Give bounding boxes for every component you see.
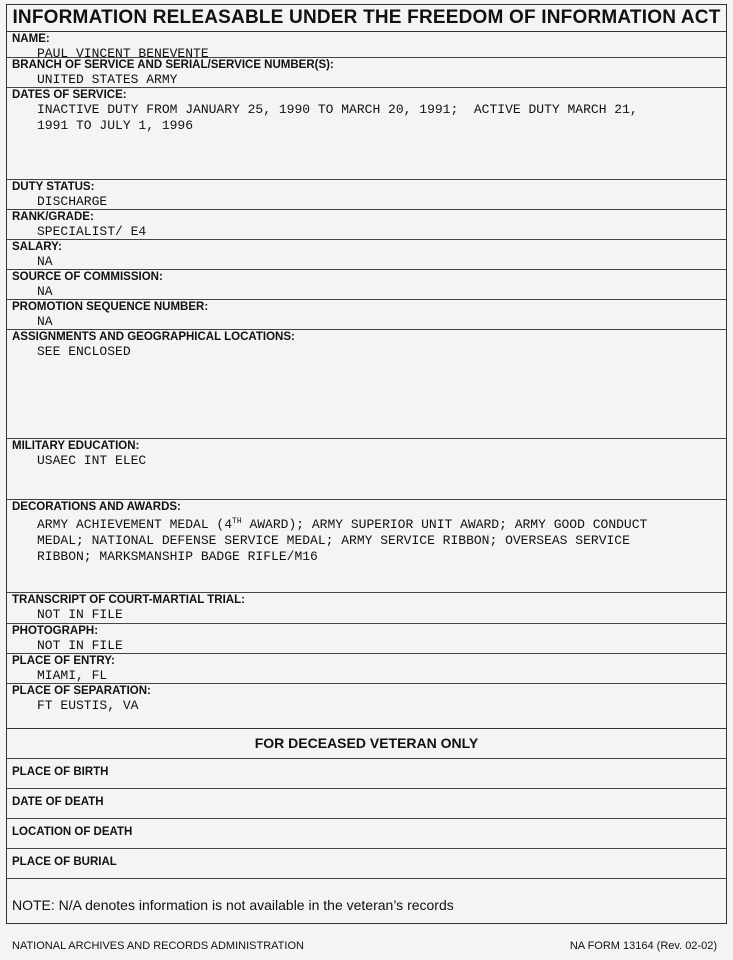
field-label: DUTY STATUS: xyxy=(12,181,95,193)
field-label: SOURCE OF COMMISSION: xyxy=(12,271,163,283)
field-decorations-awards xyxy=(7,500,726,593)
decorations-line1-b: AWARD); ARMY SUPERIOR UNIT AWARD; ARMY GOOD CONDUCT xyxy=(241,517,648,532)
decorations-line1-a: ARMY ACHIEVEMENT MEDAL (4 xyxy=(37,517,233,532)
field-value: DISCHARGE xyxy=(37,194,108,209)
field-value: SPECIALIST/ E4 xyxy=(37,224,147,239)
field-assignments xyxy=(7,330,726,439)
field-label: DATES OF SERVICE: xyxy=(12,89,127,101)
field-name xyxy=(7,32,726,58)
field-place-of-burial: PLACE OF BURIAL xyxy=(7,849,726,879)
field-value: NA xyxy=(37,254,53,269)
field-label: RANK/GRADE: xyxy=(12,211,94,223)
footer-form-number: NA FORM 13164 (Rev. 02-02) xyxy=(569,940,717,952)
form-note: NOTE: N/A denotes information is not available in the veteran’s records xyxy=(12,897,454,913)
field-photograph xyxy=(7,624,726,654)
foia-form xyxy=(6,4,727,924)
field-value: UNITED STATES ARMY xyxy=(37,72,178,87)
footer-agency: NATIONAL ARCHIVES AND RECORDS ADMINISTRATION xyxy=(12,940,304,952)
field-label: BRANCH OF SERVICE AND SERIAL/SERVICE NUMBER(S): xyxy=(12,59,334,71)
field-label: DECORATIONS AND AWARDS: xyxy=(12,501,181,513)
field-value: MIAMI, FL xyxy=(37,668,108,683)
field-value: INACTIVE DUTY FROM JANUARY 25, 1990 TO MARCH 20, 1991; ACTIVE DUTY MARCH 21, 1991 TO JULY 1, 1996 xyxy=(37,102,638,133)
field-label: PHOTOGRAPH: xyxy=(12,625,99,637)
field-value: USAEC INT ELEC xyxy=(37,453,147,468)
field-source-of-commission xyxy=(7,270,726,300)
field-label: TRANSCRIPT OF COURT-MARTIAL TRIAL: xyxy=(12,594,245,606)
field-value: FT EUSTIS, VA xyxy=(37,698,139,713)
field-value: PAUL VINCENT BENEVENTE xyxy=(37,46,209,58)
field-duty-status xyxy=(7,180,726,210)
field-branch xyxy=(7,58,726,88)
deceased-section-header: FOR DECEASED VETERAN ONLY xyxy=(7,728,726,759)
field-label: PLACE OF SEPARATION: xyxy=(12,685,151,697)
page-footer xyxy=(12,940,717,952)
field-rank-grade xyxy=(7,210,726,240)
superscript-th: TH xyxy=(232,517,242,526)
field-value xyxy=(12,514,726,565)
field-value: NOT IN FILE xyxy=(37,638,123,653)
field-place-of-birth: PLACE OF BIRTH xyxy=(7,759,726,789)
field-label: ASSIGNMENTS AND GEOGRAPHICAL LOCATIONS: xyxy=(12,331,295,343)
field-label: SALARY: xyxy=(12,241,62,253)
field-place-of-separation xyxy=(7,684,726,726)
form-title: INFORMATION RELEASABLE UNDER THE FREEDOM OF INFORMATION ACT xyxy=(7,5,726,32)
field-dates-of-service xyxy=(7,88,726,180)
field-place-of-entry xyxy=(7,654,726,684)
field-promotion-sequence xyxy=(7,300,726,330)
field-value: NOT IN FILE xyxy=(37,607,123,622)
field-label: PROMOTION SEQUENCE NUMBER: xyxy=(12,301,209,313)
field-location-of-death: LOCATION OF DEATH xyxy=(7,819,726,849)
field-value: NA xyxy=(37,284,53,299)
field-salary xyxy=(7,240,726,270)
field-value: SEE ENCLOSED xyxy=(37,344,131,359)
field-date-of-death: DATE OF DEATH xyxy=(7,789,726,819)
field-military-education xyxy=(7,439,726,500)
decorations-rest: MEDAL; NATIONAL DEFENSE SERVICE MEDAL; ARMY SERVICE RIBBON; OVERSEAS SERVICE RIBBON; MARKSMANSHIP BADGE RIFLE/M16 xyxy=(37,533,630,564)
field-label: NAME: xyxy=(12,33,50,45)
field-value: NA xyxy=(37,314,53,329)
field-label: MILITARY EDUCATION: xyxy=(12,440,140,452)
field-label: PLACE OF ENTRY: xyxy=(12,655,115,667)
field-court-martial xyxy=(7,593,726,624)
